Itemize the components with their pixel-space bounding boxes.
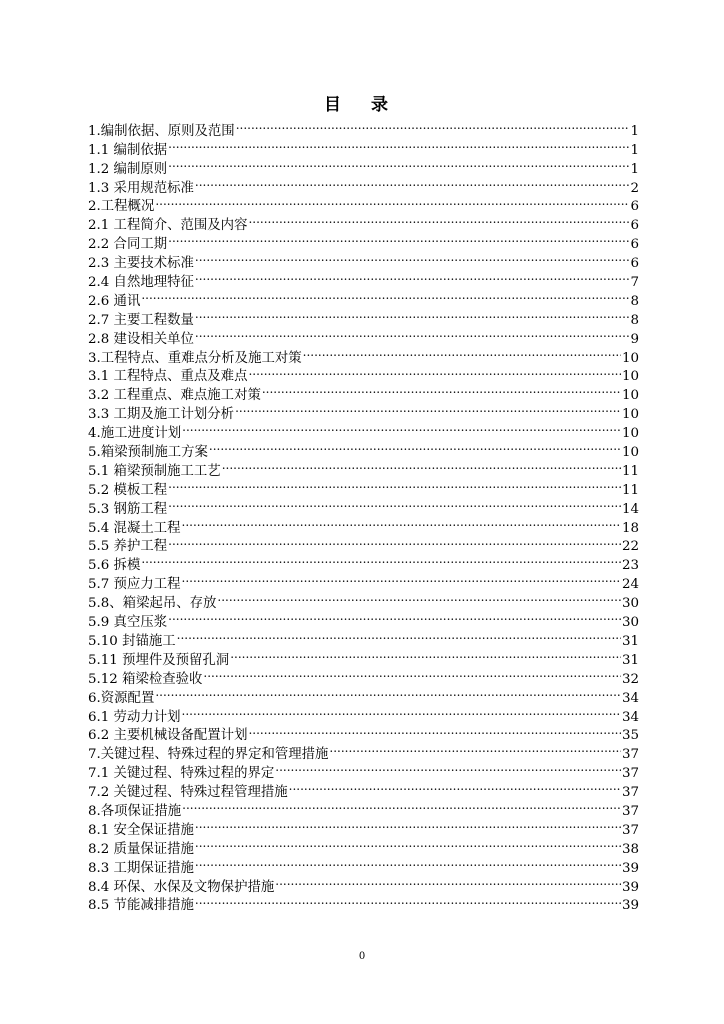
toc-dot-leader	[195, 173, 630, 192]
toc-entry[interactable]	[88, 532, 639, 555]
toc-entry-page: 30	[621, 596, 639, 612]
toc-entry-page: 37	[621, 803, 639, 819]
toc-entry[interactable]	[88, 702, 639, 725]
toc-entry-label: 5.5 养护工程	[88, 539, 168, 555]
toc-entry[interactable]	[88, 513, 639, 536]
toc-entry-label: 5.7 预应力工程	[88, 577, 181, 593]
toc-entry-label: 2.6 通讯	[88, 293, 141, 309]
toc-entry-page: 22	[621, 539, 639, 555]
toc-entry-page: 37	[621, 822, 639, 838]
toc-dot-leader	[230, 645, 621, 664]
toc-entry-label: 8.4 环保、水保及文物保护措施	[88, 879, 275, 895]
toc-entry-label: 8.3 工期保证措施	[88, 860, 194, 876]
toc-entry-page: 1	[630, 142, 639, 158]
toc-entry-page: 32	[621, 671, 639, 687]
toc-entry-label: 4.施工进度计划	[88, 426, 182, 442]
toc-entry-page: 10	[621, 350, 639, 366]
toc-entry-label: 5.箱梁预制施工方案	[88, 445, 208, 461]
toc-entry-label: 2.7 主要工程数量	[88, 312, 194, 328]
toc-entry-page: 39	[621, 879, 639, 895]
toc-entry-label: 1.3 采用规范标准	[88, 180, 194, 196]
toc-dot-leader	[217, 588, 621, 607]
toc-dot-leader	[182, 569, 621, 588]
toc-entry-label: 5.6 拆模	[88, 558, 141, 574]
toc-entry[interactable]	[88, 116, 639, 139]
toc-dot-leader	[168, 135, 629, 154]
toc-entry-label: 6.资源配置	[88, 690, 155, 706]
toc-dot-leader	[168, 494, 621, 513]
toc-dot-leader	[203, 664, 621, 683]
toc-entry-label: 8.1 安全保证措施	[88, 822, 194, 838]
toc-entry-label: 2.4 自然地理特征	[88, 275, 194, 291]
toc-entry-page: 7	[630, 275, 639, 291]
toc-entry[interactable]	[88, 305, 639, 328]
toc-dot-leader	[248, 210, 629, 229]
toc-entry-label: 5.12 箱梁检查验收	[88, 671, 203, 687]
toc-entry[interactable]	[88, 286, 639, 309]
toc-dot-leader	[155, 683, 621, 702]
toc-entry-label: 7.1 关键过程、特殊过程的界定	[88, 766, 275, 782]
toc-dot-leader	[168, 607, 621, 626]
toc-entry-page: 10	[621, 407, 639, 423]
toc-entry-page: 18	[621, 520, 639, 536]
toc-entry-page: 10	[621, 388, 639, 404]
toc-dot-leader	[168, 229, 629, 248]
toc-entry-label: 2.2 合同工期	[88, 237, 168, 253]
toc-entry-page: 1	[630, 161, 639, 177]
toc-entry-page: 39	[621, 860, 639, 876]
page-number: 0	[358, 951, 366, 962]
toc-entry-page: 11	[621, 463, 639, 479]
toc-entry-label: 5.1 箱梁预制施工工艺	[88, 463, 221, 479]
toc-entry-label: 7.2 关键过程、特殊过程管理措施	[88, 785, 288, 801]
toc-entry-label: 5.9 真空压浆	[88, 615, 168, 631]
toc-entry-page: 23	[621, 558, 639, 574]
toc-entry-page: 31	[621, 633, 639, 649]
toc-entry-page: 9	[630, 331, 639, 347]
toc-entry-page: 6	[630, 256, 639, 272]
toc-entry-page: 14	[621, 501, 639, 517]
toc-entry[interactable]	[88, 607, 639, 631]
toc-dot-leader	[195, 324, 630, 343]
toc-entry-page: 10	[621, 445, 639, 461]
toc-dot-leader	[195, 834, 621, 853]
toc-entry-label: 5.2 模板工程	[88, 482, 168, 498]
toc-entry-label: 1.1 编制依据	[88, 142, 168, 158]
toc-entry-label: 1.编制依据、原则及范围	[88, 123, 235, 139]
toc-dot-leader	[182, 796, 621, 815]
toc-dot-leader	[168, 154, 629, 173]
toc-entry-page: 34	[621, 709, 639, 725]
toc-entry[interactable]	[88, 173, 639, 196]
toc-dot-leader	[168, 532, 621, 551]
toc-dot-leader	[248, 721, 620, 740]
toc-entry-page: 37	[621, 785, 639, 801]
toc-entry-page: 35	[621, 728, 639, 744]
toc-dot-leader	[155, 192, 629, 211]
toc-dot-leader	[195, 305, 630, 324]
toc-entry-label: 2.3 主要技术标准	[88, 256, 194, 272]
toc-entry-page: 37	[621, 766, 639, 782]
toc-entry-label: 1.2 编制原则	[88, 161, 168, 177]
toc-entry[interactable]	[88, 154, 639, 177]
toc-dot-leader	[195, 267, 630, 286]
toc-entry-page: 39	[621, 898, 639, 914]
toc-entry[interactable]	[88, 475, 639, 498]
toc-dot-leader	[141, 286, 629, 305]
toc-dot-leader	[262, 380, 621, 399]
toc-dot-leader	[236, 116, 630, 135]
toc-entry-page: 38	[621, 841, 639, 857]
toc-entry-label: 8.5 节能减排措施	[88, 898, 194, 914]
toc-entry-label: 6.1 劳动力计划	[88, 709, 181, 725]
toc-entry-label: 8.各项保证措施	[88, 803, 182, 819]
toc-dot-leader	[329, 739, 621, 758]
toc-entry-label: 7.关键过程、特殊过程的界定和管理措施	[88, 747, 329, 763]
toc-entry-label: 3.工程特点、重难点分析及施工对策	[88, 350, 302, 366]
toc-entry-label: 5.10 封锚施工	[88, 633, 176, 649]
toc-dot-leader	[182, 418, 621, 437]
toc-entry-label: 5.8、箱梁起吊、存放	[88, 596, 217, 612]
toc-entry[interactable]	[88, 229, 639, 253]
toc-dot-leader	[248, 362, 620, 381]
toc-entry-label: 2.8 建设相关单位	[88, 331, 194, 347]
toc-entry-page: 11	[621, 482, 639, 498]
toc-entry-label: 3.2 工程重点、难点施工对策	[88, 388, 261, 404]
toc-entry[interactable]	[88, 550, 639, 574]
toc-dot-leader	[182, 513, 621, 532]
toc-dot-leader	[195, 248, 630, 267]
toc-entry-label: 2.1 工程简介、范围及内容	[88, 218, 248, 234]
toc-dot-leader	[222, 456, 621, 475]
toc-entry[interactable]	[88, 210, 639, 234]
toc-entry-label: 6.2 主要机械设备配置计划	[88, 728, 248, 744]
toc-entry[interactable]	[88, 248, 639, 272]
toc-entry-label: 5.11 预埋件及预留孔洞	[88, 652, 230, 668]
toc-entry-label: 3.1 工程特点、重点及难点	[88, 369, 248, 385]
toc-entry-page: 8	[630, 312, 639, 328]
toc-entry[interactable]	[88, 192, 639, 215]
toc-entry-page: 6	[630, 237, 639, 253]
toc-entry-label: 2.工程概况	[88, 199, 155, 215]
toc-entry-page: 37	[621, 747, 639, 763]
toc-entry-page: 10	[621, 369, 639, 385]
toc-entry[interactable]	[88, 683, 639, 706]
toc-entry[interactable]	[88, 569, 639, 593]
toc-dot-leader	[235, 399, 621, 418]
toc-entry-page: 6	[630, 218, 639, 234]
toc-dot-leader	[275, 872, 621, 891]
toc-entry-page: 1	[630, 123, 639, 139]
toc-dot-leader	[141, 550, 621, 569]
toc-dot-leader	[177, 626, 621, 645]
toc-entry-page: 24	[621, 577, 639, 593]
toc-entry-label: 5.4 混凝土工程	[88, 520, 181, 536]
toc-entry-page: 8	[630, 293, 639, 309]
toc-entry-page: 6	[630, 199, 639, 215]
toc-title: 目 录	[324, 95, 400, 115]
toc-entry-page: 30	[621, 615, 639, 631]
toc-entry[interactable]	[88, 135, 639, 158]
toc-dot-leader	[209, 437, 621, 456]
toc-entry-label: 5.3 钢筋工程	[88, 501, 168, 517]
toc-dot-leader	[275, 758, 621, 777]
toc-entry-page: 34	[621, 690, 639, 706]
toc-dot-leader	[195, 891, 621, 910]
toc-entry-label: 8.2 质量保证措施	[88, 841, 194, 857]
toc-entry-page: 31	[621, 652, 639, 668]
toc-dot-leader	[303, 343, 621, 362]
toc-dot-leader	[289, 777, 621, 796]
toc-dot-leader	[182, 702, 621, 721]
toc-entry[interactable]	[88, 494, 639, 517]
toc-dot-leader	[168, 475, 621, 494]
toc-dot-leader	[195, 815, 621, 834]
toc-list	[88, 116, 639, 914]
toc-dot-leader	[195, 853, 621, 872]
toc-entry-page: 2	[630, 180, 639, 196]
toc-entry-label: 3.3 工期及施工计划分析	[88, 407, 235, 423]
toc-entry-page: 10	[621, 426, 639, 442]
toc-entry[interactable]	[88, 626, 639, 649]
